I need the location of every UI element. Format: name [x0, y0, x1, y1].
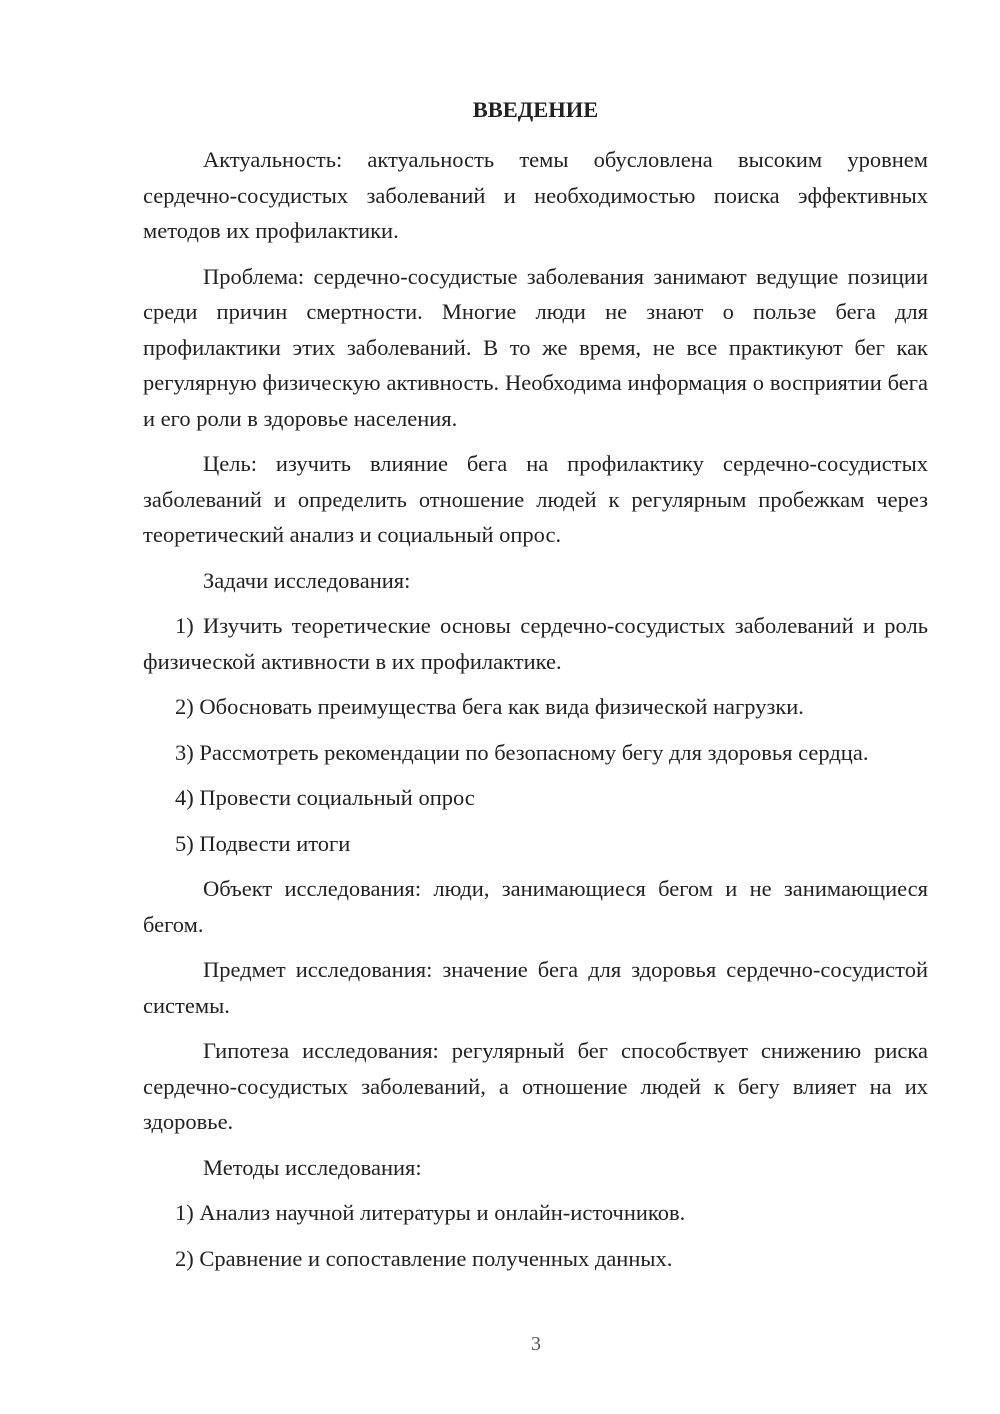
tasks-heading: Задачи исследования:: [203, 567, 411, 593]
methods-heading: Методы исследования:: [203, 1154, 422, 1180]
problem-paragraph: Проблема: сердечно-сосудистые заболевания занимают ведущие позиции среди причин смертности. Многие люди не знают о пользе бега для профилактики этих заболеваний. В то же время, не все практикуют бег как регулярную физическую активность. Необходима информация о восприятии бега и его роли в здоровье населения.: [143, 263, 928, 431]
method-item: 2) Сравнение и сопоставление полученных данных.: [175, 1245, 673, 1271]
section-title: ВВЕДЕНИЕ: [472, 97, 599, 122]
task-item: 1) Изучить теоретические основы сердечно-сосудистых заболеваний и роль физической активности в их профилактике.: [143, 613, 928, 674]
goal-paragraph: Цель: изучить влияние бега на профилактику сердечно-сосудистых заболеваний и определить отношение людей к регулярным пробежкам через теоретический анализ и социальный опрос.: [143, 451, 928, 547]
document-body: [143, 92, 928, 1286]
task-item: 3) Рассмотреть рекомендации по безопасному бегу для здоровья сердца.: [175, 739, 869, 765]
task-item: 5) Подвести итоги: [175, 830, 351, 856]
hypothesis-paragraph: Гипотеза исследования: регулярный бег способствует снижению риска сердечно-сосудистых заболеваний, а отношение людей к бегу влияет на их здоровье.: [143, 1038, 928, 1134]
subject-paragraph: Предмет исследования: значение бега для здоровья сердечно-сосудистой системы.: [143, 957, 928, 1018]
object-paragraph: Объект исследования: люди, занимающиеся бегом и не занимающиеся бегом.: [143, 876, 928, 937]
method-item: 1) Анализ научной литературы и онлайн-источников.: [175, 1200, 686, 1225]
task-item: 2) Обосновать преимущества бега как вида физической нагрузки.: [175, 694, 804, 719]
task-item: 4) Провести социальный опрос: [175, 785, 475, 810]
relevance-paragraph: Актуальность: актуальность темы обусловлена высоким уровнем сердечно-сосудистых заболеваний и необходимостью поиска эффективных методов их профилактики.: [143, 147, 928, 243]
page-number: 3: [531, 1333, 541, 1355]
